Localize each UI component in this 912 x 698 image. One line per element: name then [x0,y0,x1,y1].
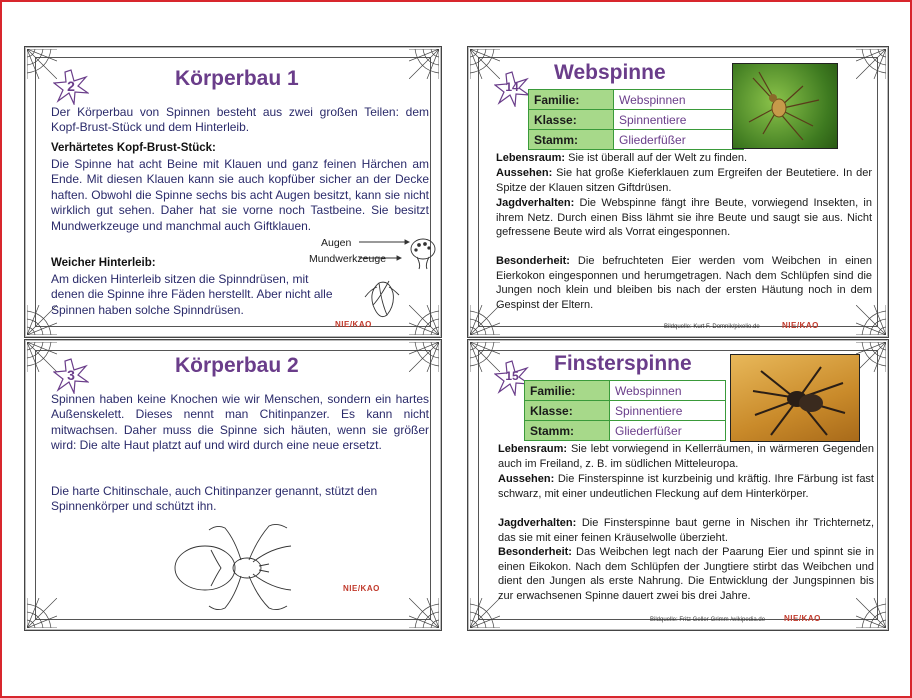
table-value: Webspinnen [610,381,726,401]
table-row [525,401,726,421]
image-credit: Bildquelle: Kurt F. Domnik/pixelio.de [664,324,760,330]
label-mouthparts: Mundwerkzeuge [309,253,387,265]
table-key: Familie: [529,90,614,110]
table-key: Familie: [525,381,610,401]
spider-photo [732,63,838,149]
table-row [525,421,726,441]
table-value: Spinnentiere [610,401,726,421]
field-value: Die befruchteten Eier werden vom Weibchen in einen Eierkokon eingesponnen und herumgetragen. Nach dem Schlüpfen sind die Jungen noch klein und bleiben bis nach der ersten Häutung noch in dem Gespinst der Eltern. [496,255,872,311]
finsterspinne-image [731,355,859,441]
field-label: Aussehen: [498,473,555,485]
besonderheit-text [498,545,874,603]
table-row [529,90,744,110]
card-title: Körperbau 2 [175,354,299,377]
table-key: Stamm: [525,421,610,441]
table-row [525,381,726,401]
card-koerperbau-1 [24,46,442,338]
taxonomy-table [528,89,744,150]
table-value: Gliederfüßer [614,130,744,150]
field-label: Besonderheit: [496,255,570,267]
besonderheit-text [496,254,872,312]
spiderweb-icon [409,342,439,372]
card-koerperbau-2 [24,339,442,631]
card-number: 2 [67,78,75,94]
card-number: 14 [505,80,519,94]
section-text: Am dicken Hinterleib sitzen die Spinndrüsen, mit denen die Spinne ihre Fäden herstellt. Aber nicht alle Spinnen haben solche Spinndrüsen. [51,272,333,317]
field-value: Sie lebt vorwiegend in Kellerräumen, in wärmeren Gegenden auch im Freiland, z. B. im südlichen Mitteleuropa. [498,443,874,470]
webspinne-image [733,64,837,148]
field-value: Die Finsterspinne baut gerne in Nischen ihr Trichternetz, das sie mit einer feinen Kräuselwolle überzieht. [498,517,874,544]
spiderweb-icon [856,49,886,79]
table-value: Spinnentiere [614,110,744,130]
field-label: Lebensraum: [496,152,566,164]
field-value: Sie hat große Kieferklauen zum Ergreifen der Beutetiere. In der Spitze der Klauen sitzen Giftdrüsen. [496,167,872,194]
section-heading: Verhärtetes Kopf-Brust-Stück: [51,142,216,154]
spiderweb-icon [409,598,439,628]
spiderweb-icon [470,598,500,628]
lebensraum-text [496,151,872,166]
card-number: 15 [505,369,519,383]
table-key: Stamm: [529,130,614,150]
field-value: Sie ist überall auf der Welt zu finden. [565,152,748,164]
label-eyes: Augen [321,237,352,249]
card-title: Körperbau 1 [175,67,299,90]
jagdverhalten-text [498,516,874,545]
body-text: Die harte Chitinschale, auch Chitinpanzer genannt, stützt den Spinnenkörper und schützt ihn. [51,484,378,514]
card-number: 3 [67,367,75,383]
spiderweb-icon [409,49,439,79]
field-label: Aussehen: [496,167,553,179]
spider-photo [730,354,860,442]
field-label: Jagdverhalten: [498,517,577,529]
card-number-badge [494,71,530,107]
table-row [529,110,744,130]
section-heading: Weicher Hinterleib: [51,257,156,269]
aussehen-text [496,166,872,195]
field-value: Die Finsterspinne ist kurzbeinig und kräftig. Ihre Färbung ist fast schwarz, mit einer undeutlichen Fleckung auf dem Hinterkörper. [498,473,874,500]
field-value: Die Webspinne fängt ihre Beute, vorwiegend Insekten, in ihrem Netz. Durch einen Biss lähmt sie ihre Beute und saugt sie aus. Nicht gefressene Beute wird als Vorrat eingesponnen. [496,197,872,238]
author-logo: NIE/KAO [784,614,821,623]
table-value: Gliederfüßer [610,421,726,441]
lebensraum-text [498,442,874,471]
jagdverhalten-text [496,196,872,240]
author-logo: NIE/KAO [782,321,819,330]
table-key: Klasse: [529,110,614,130]
table-value: Webspinnen [614,90,744,110]
aussehen-text [498,472,874,501]
card-finsterspinne [467,339,889,631]
taxonomy-table [524,380,726,441]
field-label: Lebensraum: [498,443,568,455]
table-row [529,130,744,150]
card-webspinne [467,46,889,338]
field-label: Besonderheit: [498,546,572,558]
spider-body-diagram [165,520,305,612]
card-title: Webspinne [554,61,666,84]
spiderweb-icon [856,342,886,372]
field-label: Jagdverhalten: [496,197,575,209]
image-credit: Bildquelle: Fritz Geller-Grimm /wikipedia.de [650,617,766,623]
author-logo: NIE/KAO [335,320,372,329]
spiderweb-icon [27,598,57,628]
card-title: Finsterspinne [554,352,692,375]
card-number-badge [53,358,89,394]
table-key: Klasse: [525,401,610,421]
intro-text: Der Körperbau von Spinnen besteht aus zwei großen Teilen: dem Kopf-Brust-Stück und dem Hinterleib. [51,105,429,135]
section-text: Die Spinne hat acht Beine mit Klauen und ganz feinen Härchen am Ende. Mit diesen Klauen kann sie auch kopfüber sicher an der Decke haften. Obwohl die Spinne sechs bis acht Augen besitzt, kann sie nicht wirklich gut sehen. Daher hat sie vorne noch Tastbeine. Sie besitzt Mundwerkzeuge und manchmal auch Giftklauen. [51,157,429,233]
body-text: Spinnen haben keine Knochen wie wir Menschen, sondern ein hartes Außenskelett. Dieses nennt man Chitinpanzer. Es kann nicht mitwachsen. Daher muss die Spinne sich häuten, wenn sie größer wird: Die alte Haut platzt auf und wird durch eine neue ersetzt. [51,392,429,453]
field-value: Das Weibchen legt nach der Paarung Eier und spinnt sie in einen Eikokon. Nach dem Schlüpfen der Jungtiere stirbt das Weibchen und dient den Jungen als erste Nahrung. Die Entwicklung der Jungspinnen bis zur erwachsenen Spinne dauert zwei bis drei Jahre. [498,546,874,602]
author-logo: NIE/KAO [343,584,380,593]
card-number-badge [53,69,89,105]
